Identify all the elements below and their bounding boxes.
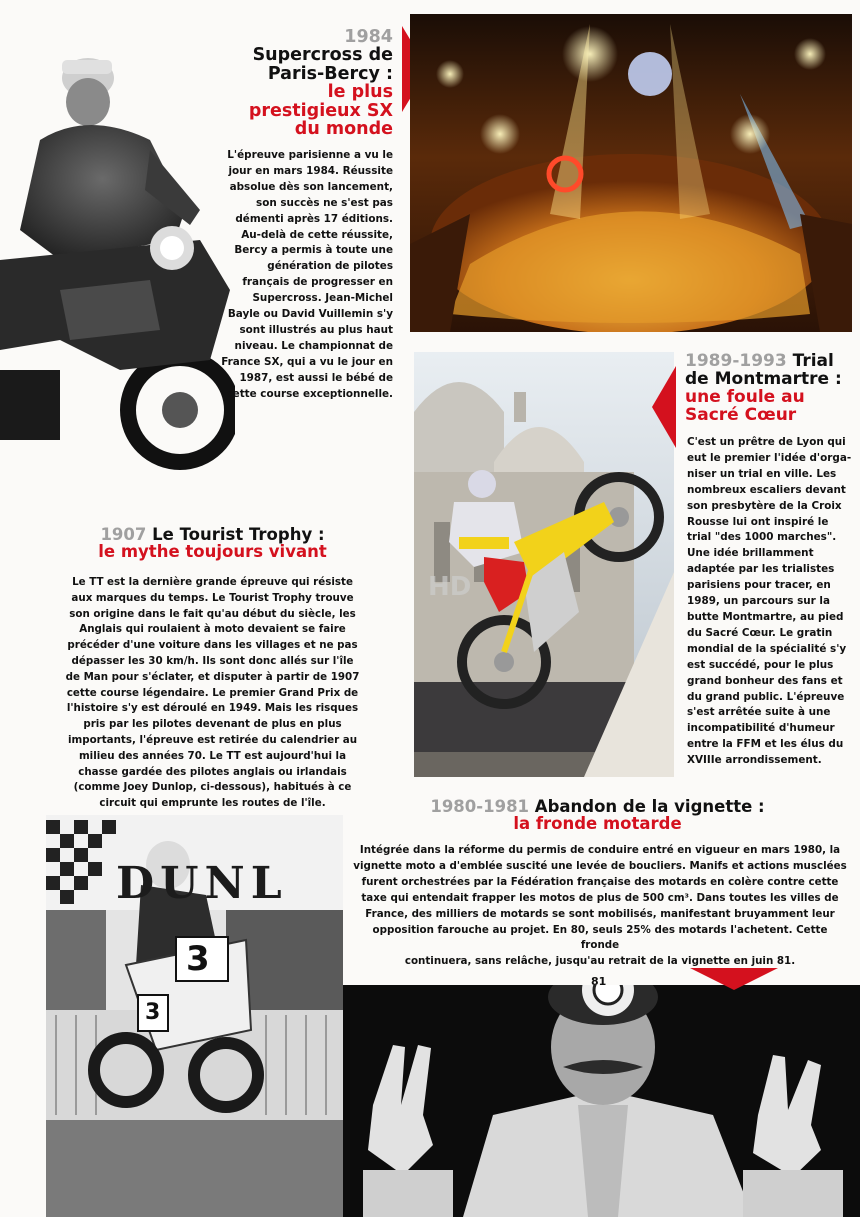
art2-title-line2: de Montmartre : xyxy=(685,368,842,389)
art2-line: s'est arrêtée suite à une xyxy=(687,706,831,719)
art4-body xyxy=(352,843,848,970)
art1-line: absolue dès son lancement, xyxy=(229,180,393,193)
photo-protester xyxy=(343,985,860,1217)
art1-heading xyxy=(173,28,393,138)
art2-line: butte Montmartre, au pied xyxy=(687,610,844,623)
art1-line: démenti après 17 éditions. xyxy=(235,212,393,225)
art1-year: 1984 xyxy=(344,27,393,47)
art2-line: incompatibilité d'humeur xyxy=(687,722,835,735)
art2-line: du Sacré Cœur. Le gratin xyxy=(687,626,833,639)
art4-line: France, des milliers de motards se sont mobilisés, manifestant bruyamment leur xyxy=(365,907,835,920)
art3-line: cette course légendaire. Le premier Grand Prix de xyxy=(66,686,359,699)
art2-line: C'est un prêtre de Lyon qui xyxy=(687,436,846,448)
art1-line: 1987, est aussi le bébé de xyxy=(239,371,393,384)
art2-line: Rousse lui ont inspiré le xyxy=(687,515,829,528)
art3-line: Anglais qui roulaient à moto devaient se faire xyxy=(79,623,346,636)
art3-title: Le Tourist Trophy : xyxy=(152,525,325,544)
art2-line: mondial de la spécialité s'y xyxy=(687,642,847,655)
art2-line: grand bonheur des fans et xyxy=(687,674,843,687)
art4-line: continuera, sans relâche, jusqu'au retrait de la vignette en juin 81. xyxy=(404,955,796,968)
art4-line: taxe qui entendait frapper les motos de plus de 500 cm³. Dans toutes les villes de xyxy=(361,891,839,904)
pointer-left-arrow-icon xyxy=(652,366,676,448)
art3-line: pris par les pilotes devenant de plus en plus xyxy=(83,718,342,731)
art1-subtitle-line3: du monde xyxy=(294,118,393,139)
art3-subtitle: le mythe toujours vivant xyxy=(98,542,327,562)
art2-body xyxy=(687,435,857,769)
art2-line: Une idée brillamment xyxy=(687,547,814,560)
art3-line: chasse gardée des pilotes anglais ou irlandais xyxy=(78,765,347,778)
art1-title-line2: Paris-Bercy : xyxy=(267,63,393,84)
art2-line: son presbytère de la Croix xyxy=(687,499,842,512)
art4-line: opposition farouche au projet. En 80, seuls 25% des motards l'achetent. Cette fronde xyxy=(372,923,828,952)
photo-bercy-arena xyxy=(410,14,852,332)
art1-subtitle-line2: prestigieux SX xyxy=(248,100,393,121)
art3-line: de Man pour s'éclater, et disputer à partir de 1907 xyxy=(65,670,360,683)
art4-subtitle: la fronde motarde xyxy=(513,814,682,834)
art2-year: 1989-1993 xyxy=(685,351,787,371)
art3-line: son origine dans le fait qu'au début du siècle, les xyxy=(69,607,356,620)
watermark: HD xyxy=(428,572,472,602)
art1-line: Supercross. Jean-Michel xyxy=(252,292,393,305)
art3-line: Le TT est la dernière grande épreuve qui résiste xyxy=(72,576,353,588)
art4-line: furent orchestrées par la Fédération française des motards en colère contre cette xyxy=(361,875,839,888)
art2-line: adaptée par les trialistes xyxy=(687,563,835,576)
art1-line: jour en mars 1984. Réussite xyxy=(228,164,393,177)
art1-line: sont illustrés au plus haut xyxy=(239,323,393,336)
art3-line: milieu des années 70. Le TT est aujourd'hui la xyxy=(78,749,347,762)
art4-heading xyxy=(380,798,815,833)
art3-heading xyxy=(40,526,385,561)
art1-line: Bayle ou David Vuillemin s'y xyxy=(227,308,393,321)
art2-title-a: Trial xyxy=(792,351,834,371)
art1-subtitle-line1: le plus xyxy=(327,82,393,103)
race-plate-number: 3 xyxy=(186,939,210,979)
art2-line: XVIIIe arrondissement. xyxy=(687,754,822,767)
art3-line: (comme Joey Dunlop, ci-dessous), habitués à ce xyxy=(73,781,352,794)
art4-line: Intégrée dans la réforme du permis de conduire entré en vigueur en mars 1980, la xyxy=(359,844,841,856)
art3-line: aux marques du temps. Le Tourist Trophy trouve xyxy=(71,591,354,604)
art2-line: trial "des 1000 marches". xyxy=(687,531,837,544)
art2-line: 1989, un parcours sur la xyxy=(687,595,830,608)
art1-line: cette course exceptionnelle. xyxy=(226,387,393,400)
photo-montmartre-trial xyxy=(414,352,674,777)
art2-line: est succédé, pour le plus xyxy=(687,658,834,671)
art4-title: Abandon de la vignette : xyxy=(534,797,765,816)
art1-line: niveau. Le championnat de xyxy=(234,339,393,352)
art1-line: son succès ne s'est pas xyxy=(256,196,393,209)
art3-line: circuit qui emprunte les routes de l'île. xyxy=(99,797,326,810)
art1-line: Au-delà de cette réussite, xyxy=(241,228,393,241)
art2-line: niser un trial en ville. Les xyxy=(687,467,837,480)
art2-line: parisiens pour tracer, en xyxy=(687,579,831,592)
art3-line: précéder d'une voiture dans les villages et ne pas xyxy=(67,639,358,652)
art1-line: génération de pilotes xyxy=(267,260,393,273)
art3-line: dépasser les 30 km/h. Ils sont donc allés sur l'île xyxy=(71,654,354,667)
art4-year: 1980-1981 xyxy=(430,797,530,816)
art1-line: français de progresser en xyxy=(242,276,393,289)
pointer-down-arrow-icon xyxy=(690,968,778,990)
art2-line: eut le premier l'idée d'orga- xyxy=(687,451,852,464)
art3-year: 1907 xyxy=(100,525,147,544)
race-plate-number-small: 3 xyxy=(145,1000,161,1025)
art2-line: entre la FFM et les élus du xyxy=(687,738,844,751)
art1-line: Bercy a permis à toute une xyxy=(234,244,393,257)
art2-line: nombreux escaliers devant xyxy=(687,483,846,496)
art3-body xyxy=(30,575,395,812)
banner-text: DUNL xyxy=(116,858,288,909)
art1-title-line1: Supercross de xyxy=(252,45,393,66)
art2-line: du grand public. L'épreuve xyxy=(687,690,845,703)
art2-heading xyxy=(685,353,855,424)
art2-subtitle-line1: une foule au xyxy=(685,386,805,407)
art3-line: l'histoire s'y est déroulé en 1949. Mais les risques xyxy=(66,702,359,715)
art1-body xyxy=(193,148,393,403)
sticker-number: 81 xyxy=(591,975,607,988)
art1-line: L'épreuve parisienne a vu le xyxy=(227,149,393,161)
art1-line: France SX, qui a vu le jour en xyxy=(221,355,393,368)
art2-subtitle-line2: Sacré Cœur xyxy=(685,404,797,425)
art3-line: importants, l'épreuve est retirée du calendrier au xyxy=(67,733,358,746)
art4-line: vignette moto a d'emblée suscité une levée de boucliers. Manifs et actions musclées xyxy=(353,859,847,872)
